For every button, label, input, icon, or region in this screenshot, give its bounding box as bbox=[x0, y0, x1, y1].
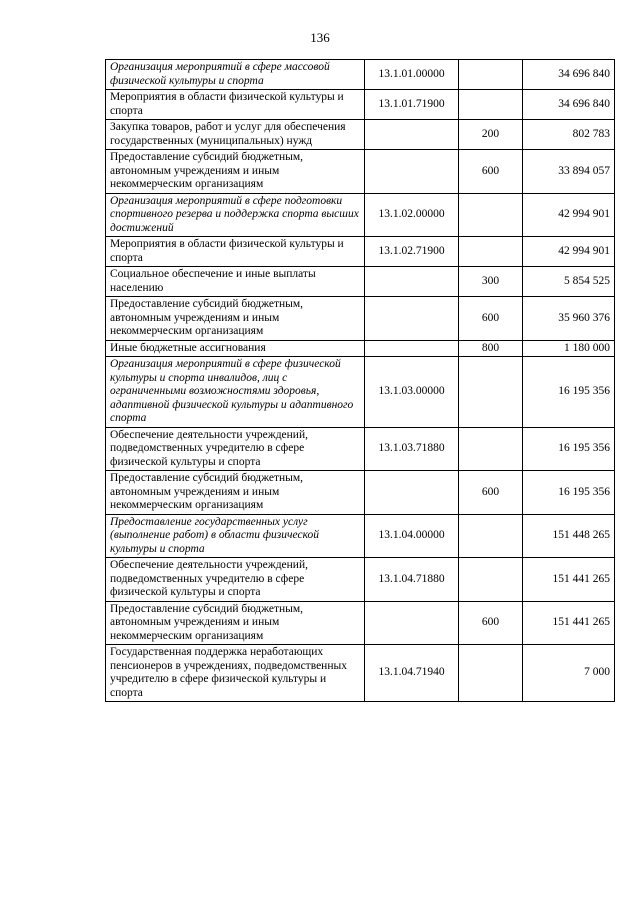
row-code-cell: 13.1.04.00000 bbox=[365, 514, 459, 558]
table-row bbox=[106, 471, 615, 515]
table-row bbox=[106, 297, 615, 341]
row-name-cell: Социальное обеспечение и иные выплаты населению bbox=[106, 267, 365, 297]
row-code-cell bbox=[365, 120, 459, 150]
row-sum-cell: 42 994 901 bbox=[523, 193, 615, 237]
row-type-cell: 600 bbox=[459, 297, 523, 341]
row-type-cell bbox=[459, 558, 523, 602]
row-name-cell: Организация мероприятий в сфере массовой физической культуры и спорта bbox=[106, 60, 365, 90]
row-code-cell: 13.1.03.71880 bbox=[365, 427, 459, 471]
row-type-cell: 600 bbox=[459, 601, 523, 645]
row-sum-cell: 16 195 356 bbox=[523, 357, 615, 428]
table-row bbox=[106, 120, 615, 150]
row-type-cell: 300 bbox=[459, 267, 523, 297]
row-type-cell bbox=[459, 357, 523, 428]
row-type-cell: 600 bbox=[459, 471, 523, 515]
budget-table-body bbox=[106, 60, 615, 702]
row-code-cell bbox=[365, 297, 459, 341]
row-sum-cell: 16 195 356 bbox=[523, 427, 615, 471]
row-sum-cell: 1 180 000 bbox=[523, 340, 615, 357]
row-code-cell: 13.1.01.00000 bbox=[365, 60, 459, 90]
table-row bbox=[106, 340, 615, 357]
table-row bbox=[106, 193, 615, 237]
row-type-cell bbox=[459, 514, 523, 558]
row-sum-cell: 151 441 265 bbox=[523, 601, 615, 645]
table-row bbox=[106, 237, 615, 267]
row-name-cell: Мероприятия в области физической культуры и спорта bbox=[106, 237, 365, 267]
row-name-cell: Организация мероприятий в сфере подготовки спортивного резерва и поддержка спорта высших достижений bbox=[106, 193, 365, 237]
table-row bbox=[106, 427, 615, 471]
row-name-cell: Предоставление субсидий бюджетным, автономным учреждениям и иным некоммерческим организациям bbox=[106, 150, 365, 194]
row-sum-cell: 802 783 bbox=[523, 120, 615, 150]
row-code-cell bbox=[365, 340, 459, 357]
row-name-cell: Предоставление субсидий бюджетным, автономным учреждениям и иным некоммерческим организациям bbox=[106, 471, 365, 515]
row-name-cell: Предоставление субсидий бюджетным, автономным учреждениям и иным некоммерческим организациям bbox=[106, 297, 365, 341]
budget-table bbox=[105, 59, 615, 702]
row-name-cell: Государственная поддержка неработающих пенсионеров в учреждениях, подведомственных учредителю в сфере физической культуры и спорта bbox=[106, 645, 365, 702]
row-code-cell bbox=[365, 267, 459, 297]
row-type-cell bbox=[459, 237, 523, 267]
row-name-cell: Предоставление государственных услуг (выполнение работ) в области физической культуры и спорта bbox=[106, 514, 365, 558]
row-code-cell: 13.1.01.71900 bbox=[365, 90, 459, 120]
row-type-cell: 800 bbox=[459, 340, 523, 357]
row-code-cell: 13.1.02.71900 bbox=[365, 237, 459, 267]
row-sum-cell: 7 000 bbox=[523, 645, 615, 702]
table-row bbox=[106, 558, 615, 602]
row-name-cell: Организация мероприятий в сфере физической культуры и спорта инвалидов, лиц с ограниченными возможностями здоровья, адаптивной физической культуры и адаптивного спорта bbox=[106, 357, 365, 428]
row-sum-cell: 42 994 901 bbox=[523, 237, 615, 267]
row-sum-cell: 151 448 265 bbox=[523, 514, 615, 558]
row-sum-cell: 34 696 840 bbox=[523, 60, 615, 90]
row-code-cell: 13.1.04.71880 bbox=[365, 558, 459, 602]
row-type-cell bbox=[459, 193, 523, 237]
row-type-cell bbox=[459, 90, 523, 120]
row-type-cell: 200 bbox=[459, 120, 523, 150]
table-row bbox=[106, 90, 615, 120]
row-code-cell bbox=[365, 601, 459, 645]
row-name-cell: Обеспечение деятельности учреждений, подведомственных учредителю в сфере физической культуры и спорта bbox=[106, 558, 365, 602]
row-sum-cell: 34 696 840 bbox=[523, 90, 615, 120]
table-row bbox=[106, 357, 615, 428]
row-code-cell: 13.1.04.71940 bbox=[365, 645, 459, 702]
page-number: 136 bbox=[310, 30, 330, 45]
table-row bbox=[106, 645, 615, 702]
row-name-cell: Предоставление субсидий бюджетным, автономным учреждениям и иным некоммерческим организациям bbox=[106, 601, 365, 645]
row-type-cell bbox=[459, 645, 523, 702]
row-name-cell: Закупка товаров, работ и услуг для обеспечения государственных (муниципальных) нужд bbox=[106, 120, 365, 150]
row-sum-cell: 35 960 376 bbox=[523, 297, 615, 341]
row-code-cell bbox=[365, 150, 459, 194]
row-code-cell: 13.1.02.00000 bbox=[365, 193, 459, 237]
row-sum-cell: 16 195 356 bbox=[523, 471, 615, 515]
row-code-cell bbox=[365, 471, 459, 515]
row-type-cell bbox=[459, 60, 523, 90]
row-sum-cell: 33 894 057 bbox=[523, 150, 615, 194]
table-row bbox=[106, 150, 615, 194]
row-type-cell bbox=[459, 427, 523, 471]
table-row bbox=[106, 514, 615, 558]
row-name-cell: Обеспечение деятельности учреждений, подведомственных учредителю в сфере физической культуры и спорта bbox=[106, 427, 365, 471]
table-row bbox=[106, 601, 615, 645]
row-sum-cell: 5 854 525 bbox=[523, 267, 615, 297]
row-sum-cell: 151 441 265 bbox=[523, 558, 615, 602]
table-row bbox=[106, 267, 615, 297]
table-row bbox=[106, 60, 615, 90]
row-name-cell: Иные бюджетные ассигнования bbox=[106, 340, 365, 357]
row-name-cell: Мероприятия в области физической культуры и спорта bbox=[106, 90, 365, 120]
row-code-cell: 13.1.03.00000 bbox=[365, 357, 459, 428]
row-type-cell: 600 bbox=[459, 150, 523, 194]
